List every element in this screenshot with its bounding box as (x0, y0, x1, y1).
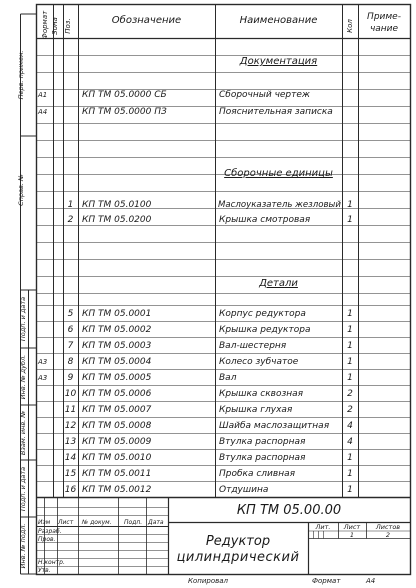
row-name: Сборочный чертеж (219, 90, 311, 100)
sheet-value: 1 (349, 531, 355, 539)
row-designation: КП ТМ 05.0009 (82, 437, 152, 447)
row-qty: 1 (347, 453, 353, 463)
section-documentation: Документация (239, 56, 318, 67)
row-pos: 6 (67, 325, 74, 335)
row-designation: КП ТМ 05.0002 (82, 325, 152, 335)
label-lit: Лит. (315, 523, 331, 531)
row-name: Крышка редуктора (219, 325, 311, 335)
row-pos: 15 (64, 469, 77, 479)
row-name: Вал (219, 373, 237, 383)
row-pos: 10 (64, 389, 77, 399)
header-name: Наименование (239, 15, 318, 26)
row-qty: 1 (347, 325, 353, 335)
row-qty: 1 (347, 341, 353, 351)
row-designation: КП ТМ 05.0005 (82, 373, 152, 383)
section-assembly-units: Сборочные единицы (224, 168, 333, 179)
row-qty: 1 (347, 215, 353, 225)
row-qty: 4 (347, 437, 353, 447)
row-qty: 1 (347, 373, 353, 383)
col-podp: Подп. (124, 519, 143, 526)
row-name: Крышка сквозная (219, 389, 304, 399)
label-prov: Пров. (38, 536, 56, 543)
row-name: Отдушина (219, 485, 269, 495)
row-designation: КП ТМ 05.0010 (82, 453, 152, 463)
row-name: Крышка глухая (219, 405, 293, 415)
row-qty: 2 (347, 389, 353, 399)
row-designation: КП ТМ 05.0000 СБ (82, 90, 167, 100)
label-razrab: Разраб. (38, 528, 62, 535)
row-qty: 2 (347, 405, 353, 415)
title-line-1: Редуктор (205, 534, 271, 549)
header-format: Формат (41, 10, 49, 40)
row-designation: КП ТМ 05.0003 (82, 341, 152, 351)
row-qty: 4 (347, 421, 353, 431)
doc-code: КП ТМ 05.00.00 (236, 503, 342, 518)
footer-format-label: Формат (312, 577, 341, 585)
row-pos: 2 (67, 215, 74, 225)
row-designation: КП ТМ 05.0000 ПЗ (82, 107, 167, 117)
row-designation: КП ТМ 05.0004 (82, 357, 152, 367)
row-format: А1 (38, 91, 48, 99)
row-pos: 5 (67, 309, 74, 319)
sheets-value: 2 (385, 531, 391, 539)
row-qty: 1 (347, 309, 353, 319)
label-sheets: Листов (375, 523, 401, 531)
row-pos: 1 (67, 200, 74, 210)
row-name: Шайба маслозащитная (219, 421, 330, 431)
side-vzam-inv: Взам. инв. № (19, 410, 27, 456)
title-line-2: цилиндрический (176, 550, 300, 565)
side-ref-no: Справ. № (17, 174, 25, 206)
header-qty: Кол (346, 19, 354, 33)
col-data: Дата (148, 519, 164, 526)
row-pos: 14 (64, 453, 77, 463)
row-qty: 1 (347, 357, 353, 367)
row-name: Втулка распорная (219, 453, 306, 463)
row-pos: 11 (64, 405, 77, 415)
col-ndoc: № докум. (82, 519, 112, 526)
row-format: А3 (38, 374, 48, 382)
row-qty: 1 (347, 200, 353, 210)
label-n-kontr: Н.контр. (38, 559, 65, 566)
row-format: А3 (38, 358, 48, 366)
label-utv: Утв. (38, 567, 51, 574)
row-name: Втулка распорная (219, 437, 306, 447)
row-qty: 1 (347, 469, 353, 479)
row-pos: 7 (67, 341, 74, 351)
header-pos: Поз. (64, 18, 72, 34)
row-format: А4 (38, 108, 48, 116)
row-designation: КП ТМ 05.0007 (82, 405, 152, 415)
row-name: Корпус редуктора (219, 309, 306, 319)
row-name: Пояснительная записка (219, 107, 333, 117)
side-sign-date-2: Подп. и дата (19, 466, 27, 512)
header-designation: Обозначение (111, 15, 182, 26)
row-designation: КП ТМ 05.0008 (82, 421, 152, 431)
row-pos: 9 (67, 373, 74, 383)
row-name: Крышка смотровая (219, 215, 311, 225)
row-pos: 12 (64, 421, 77, 431)
header-note-1: Приме- (367, 12, 401, 22)
col-list: Лист (58, 519, 74, 526)
row-designation: КП ТМ 05.0100 (82, 200, 152, 210)
row-pos: 16 (64, 485, 77, 495)
footer-format-value: А4 (366, 577, 376, 585)
header-zone: Зона (51, 17, 59, 35)
row-name: Маслоуказатель жезловый (218, 200, 341, 210)
side-inv-podl: Инв. № подл. (19, 523, 27, 569)
header-note-2: чание (369, 24, 399, 34)
label-sheet: Лист (343, 523, 361, 531)
section-parts: Детали (259, 278, 298, 289)
side-inv-dubl: Инв. № дубл. (19, 354, 27, 400)
row-pos: 13 (64, 437, 77, 447)
row-designation: КП ТМ 05.0012 (82, 485, 152, 495)
footer-copied: Копировал (188, 577, 228, 585)
row-pos: 8 (67, 357, 74, 367)
row-name: Вал-шестерня (219, 341, 287, 351)
col-izm: Изм (38, 519, 51, 526)
side-sign-date-1: Подп. и дата (19, 296, 27, 342)
row-designation: КП ТМ 05.0006 (82, 389, 152, 399)
row-designation: КП ТМ 05.0011 (82, 469, 152, 479)
side-first-use: Перв. примен. (17, 50, 25, 100)
row-name: Пробка сливная (219, 469, 296, 479)
row-qty: 1 (347, 485, 353, 495)
row-designation: КП ТМ 05.0001 (82, 309, 152, 319)
row-designation: КП ТМ 05.0200 (82, 215, 152, 225)
row-name: Колесо зубчатое (219, 357, 299, 367)
